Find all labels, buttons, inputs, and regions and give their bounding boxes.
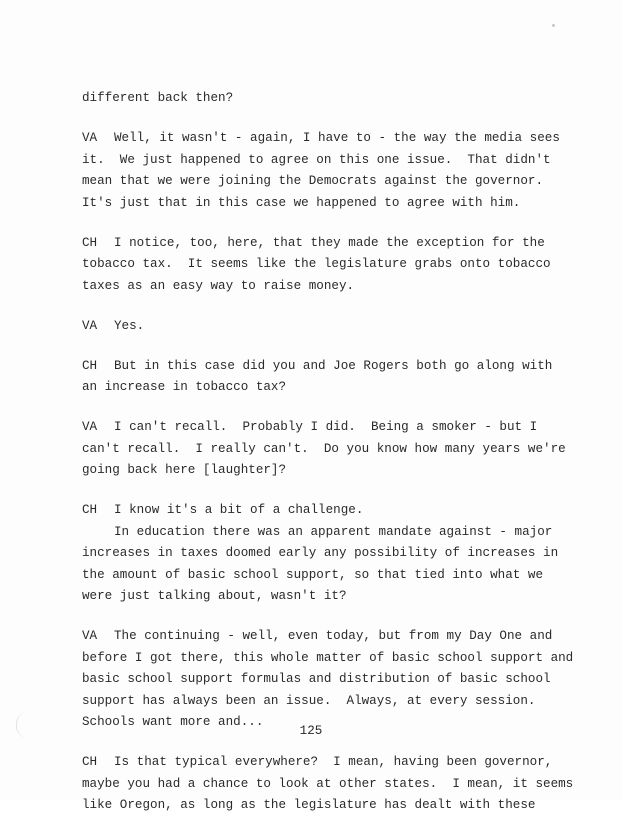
transcript-line: can't recall. I really can't. Do you know how many years we're	[82, 441, 566, 456]
transcript-paragraph	[82, 316, 562, 338]
transcript-line: In education there was an apparent mandate against - major	[114, 524, 553, 539]
transcript-paragraph	[82, 417, 566, 482]
transcript-line: maybe you had a chance to look at other states. I mean, it seems	[82, 776, 574, 791]
transcript-line: support has always been an issue. Always, at every session.	[82, 693, 536, 708]
transcript-line: were just talking about, wasn't it?	[82, 589, 347, 603]
speaker-label: CH	[82, 358, 98, 373]
scan-speck	[552, 24, 555, 27]
transcript-line: CH But in this case did you and Joe Rogers both go along with	[82, 356, 562, 378]
transcript-paragraph	[82, 88, 562, 110]
transcript-paragraph	[82, 626, 574, 734]
speaker-label: VA	[82, 318, 98, 333]
transcript-line: taxes as an easy way to raise money.	[82, 278, 355, 293]
transcript-line: It's just that in this case we happened to agree with him.	[82, 195, 521, 210]
transcript-body	[82, 88, 574, 835]
page-number: 125	[299, 724, 323, 738]
transcript-line: VA Well, it wasn't - again, I have to - the way the media sees	[82, 128, 562, 150]
transcript-line: before I got there, this whole matter of basic school support and	[82, 650, 574, 665]
speaker-label: CH	[82, 755, 98, 769]
transcript-line: VA I can't recall. Probably I did. Being a smoker - but I	[82, 417, 562, 439]
transcript-line: it. We just happened to agree on this one issue. That didn't	[82, 152, 551, 167]
transcript-line: CH I notice, too, here, that they made the exception for the	[82, 233, 562, 255]
transcript-line: different back then?	[82, 91, 234, 105]
speaker-label: CH	[82, 235, 98, 250]
transcript-line: tobacco tax. It seems like the legislature grabs onto tobacco	[82, 257, 551, 271]
speaker-label: VA	[82, 131, 98, 145]
transcript-line: mean that we were joining the Democrats against the governor.	[82, 174, 544, 188]
transcript-line: an increase in tobacco tax?	[82, 380, 287, 394]
transcript-line: the amount of basic school support, so that tied into what we	[82, 567, 544, 582]
speaker-label: VA	[82, 629, 98, 643]
transcript-paragraph	[82, 356, 562, 399]
speaker-label: VA	[82, 420, 98, 434]
transcript-line: CH Is that typical everywhere? I mean, having been governor,	[82, 752, 562, 774]
transcript-paragraph	[82, 752, 574, 817]
transcript-line: VA Yes.	[82, 316, 562, 338]
transcript-line: VA The continuing - well, even today, but from my Day One and	[82, 626, 562, 648]
transcript-line: CH I know it's a bit of a challenge.	[82, 500, 562, 522]
speaker-label: CH	[82, 503, 98, 517]
transcript-paragraph	[82, 500, 562, 608]
transcript-line: like Oregon, as long as the legislature has dealt with these	[82, 798, 536, 812]
transcript-paragraph	[82, 128, 562, 214]
transcript-line: Schools want more and...	[82, 715, 264, 729]
transcript-line: increases in taxes doomed early any possibility of increases in	[82, 546, 559, 560]
transcript-paragraph	[82, 233, 562, 298]
transcript-line: going back here [laughter]?	[82, 463, 287, 477]
transcript-line: basic school support formulas and distribution of basic school	[82, 672, 551, 686]
